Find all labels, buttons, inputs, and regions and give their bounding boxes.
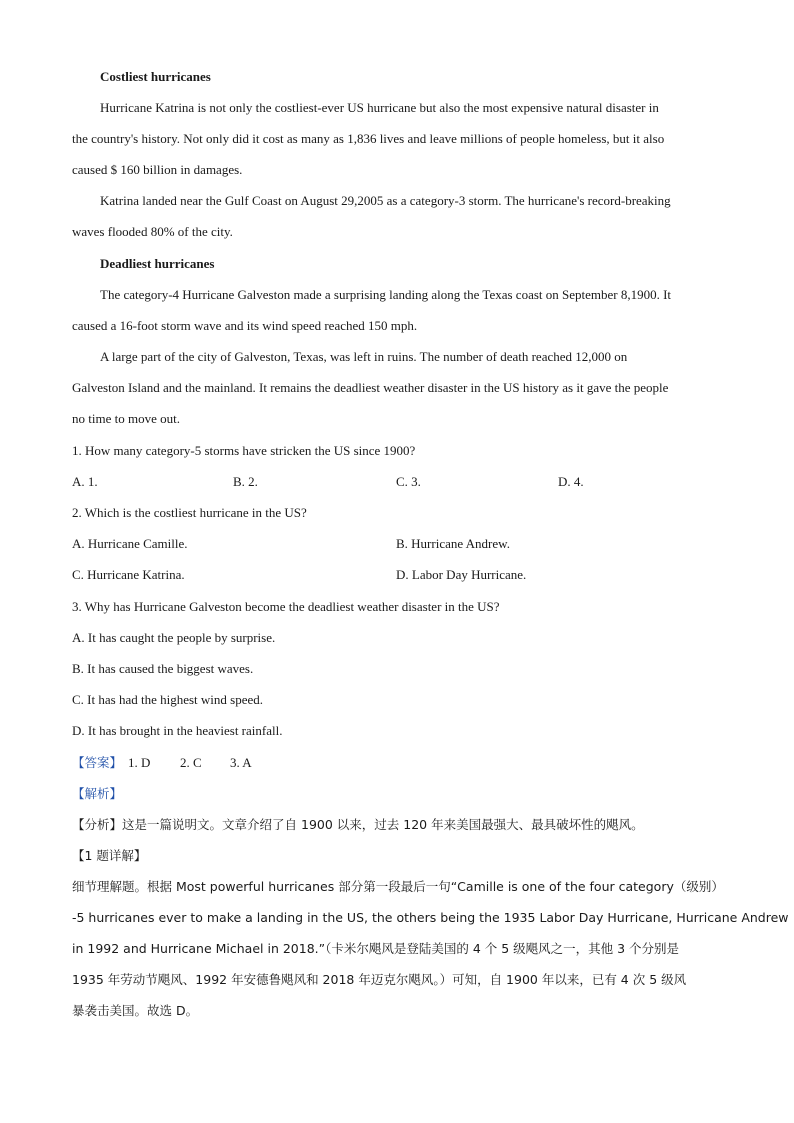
paragraph-line: Katrina landed near the Gulf Coast on August 29,2005 as a category-3 storm. The hurricane's record-breaking — [100, 193, 671, 208]
detail-line: -5 hurricanes ever to make a landing in the US, the others being the 1935 Labor Day Hurricane, Hurricane Andrew — [72, 910, 789, 925]
summary-text: 这是一篇说明文。文章介绍了自 1900 以来，过去 120 年来美国最强大、最具破坏性的飓风。 — [122, 817, 644, 832]
detail-label: 【1 题详解】 — [72, 848, 147, 863]
q1-option-b: B. 2. — [233, 474, 258, 489]
q2-option-a: A. Hurricane Camille. — [72, 536, 188, 551]
q1-option-c: C. 3. — [396, 474, 421, 489]
detail-line: 1935 年劳动节飓风、1992 年安德鲁飓风和 2018 年迈克尔飓风。）可知，自 1900 年以来，已有 4 次 5 级风 — [72, 972, 687, 987]
q1-option-a: A. 1. — [72, 474, 98, 489]
paragraph-line: the country's history. Not only did it cost as many as 1,836 lives and leave millions of people homeless, but it also — [72, 131, 665, 146]
paragraph-line: Galveston Island and the mainland. It remains the deadliest weather disaster in the US history as it gave the people — [72, 380, 669, 395]
paragraph-line: The category-4 Hurricane Galveston made a surprising landing along the Texas coast on September 8,1900. It — [100, 287, 672, 302]
detail-line: in 1992 and Hurricane Michael in 2018.”（卡米尔飓风是登陆美国的 4 个 5 级飓风之一，其他 3 个分别是 — [72, 941, 680, 956]
q3-option-b: B. It has caused the biggest waves. — [72, 661, 254, 676]
q3-option-c: C. It has had the highest wind speed. — [72, 692, 263, 707]
paragraph-line: caused a 16-foot storm wave and its wind speed reached 150 mph. — [72, 318, 418, 333]
paragraph-line: no time to move out. — [72, 411, 180, 426]
paragraph-line: caused $ 160 billion in damages. — [72, 162, 243, 177]
q2-option-d: D. Labor Day Hurricane. — [396, 567, 527, 582]
q2-option-b: B. Hurricane Andrew. — [396, 536, 510, 551]
q3-option-a: A. It has caught the people by surprise. — [72, 630, 276, 645]
paragraph-line: waves flooded 80% of the city. — [72, 224, 233, 239]
q2-option-c: C. Hurricane Katrina. — [72, 567, 185, 582]
summary-line — [72, 816, 644, 834]
detail-line: 暴袭击美国。故选 D。 — [72, 1003, 199, 1018]
heading-costliest: Costliest hurricanes — [100, 69, 211, 84]
answer-item-2: 2. C — [180, 755, 202, 770]
answer-item-3: 3. A — [230, 755, 252, 770]
paragraph-line: Hurricane Katrina is not only the costliest-ever US hurricane but also the most expensive natural disaster in — [100, 100, 659, 115]
answer-item-1: 1. D — [128, 755, 151, 770]
analysis-label: 【解析】 — [72, 786, 123, 801]
q1-option-d: D. 4. — [558, 474, 584, 489]
detail-line: 细节理解题。根据 Most powerful hurricanes 部分第一段最后一句“Camille is one of the four category（级别） — [72, 879, 724, 894]
q3-option-d: D. It has brought in the heaviest rainfall. — [72, 723, 283, 738]
question-stem-3: 3. Why has Hurricane Galveston become the deadliest weather disaster in the US? — [72, 599, 500, 614]
question-stem-1: 1. How many category-5 storms have stricken the US since 1900? — [72, 443, 416, 458]
paragraph-line: A large part of the city of Galveston, Texas, was left in ruins. The number of death reached 12,000 on — [100, 349, 628, 364]
answer-label: 【答案】 — [72, 755, 123, 770]
summary-label: 【分析】 — [72, 817, 123, 832]
question-stem-2: 2. Which is the costliest hurricane in the US? — [72, 505, 307, 520]
heading-deadliest: Deadliest hurricanes — [100, 256, 215, 271]
